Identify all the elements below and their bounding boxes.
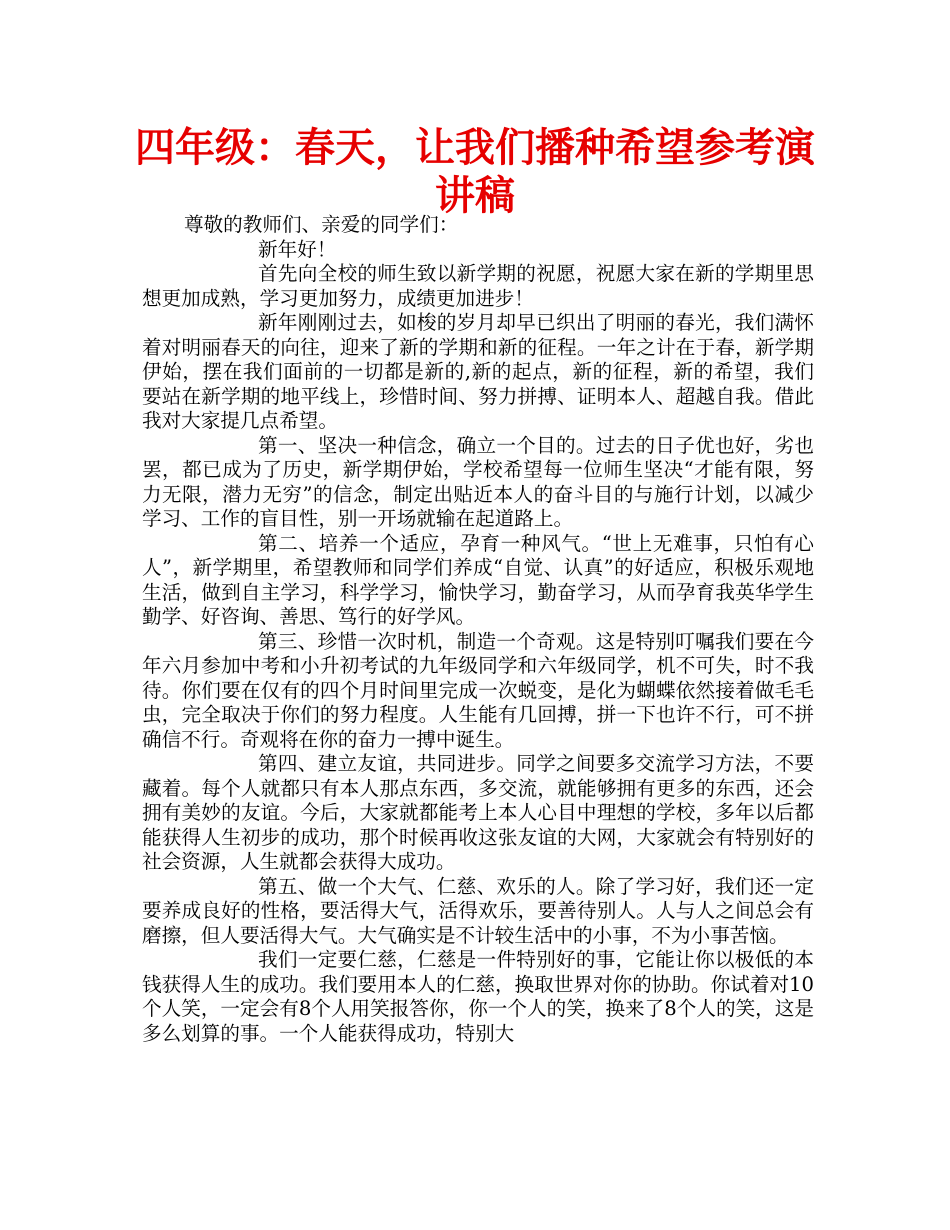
paragraph-new-year: 新年刚刚过去，如梭的岁月却早已织出了明丽的春光，我们满怀着对明丽春天的向往，迎来了新的学期和新的征程。一年之计在于春，新学期伊始，摆在我们面前的一切都是新的,新的起点，新的征程，新的希望，我们要站在新学期的地平线上，珍惜时间、努力拼搏、证明本人、超越自我。借此我对大家提几点希望。 xyxy=(142,311,814,432)
paragraph-fourth-point: 第四、建立友谊，共同进步。同学之间要多交流学习方法，不要藏着。每个人就都只有本人那点东西，多交流，就能够拥有更多的东西，还会拥有美妙的友谊。今后，大家就都能考上本人心目中理想的学校，多年以后都能获得人生初步的成功，那个时候再收这张友谊的大网，大家就会有特别好的社会资源，人生就都会获得大成功。 xyxy=(142,752,814,873)
paragraph-greeting: 新年好！ xyxy=(258,237,337,261)
document-title: 四年级：春天，让我们播种希望参考演讲稿 xyxy=(135,125,815,219)
paragraph-fifth-point: 第五、做一个大气、仁慈、欢乐的人。除了学习好，我们还一定要养成良好的性格，要活得大气，活得欢乐，要善待别人。人与人之间总会有磨擦，但人要活得大气。大气确实是不计较生活中的小事，不为小事苦恼。 xyxy=(142,874,814,947)
paragraph-wishes: 首先向全校的师生致以新学期的祝愿，祝愿大家在新的学期里思想更加成熟，学习更加努力，成绩更加进步！ xyxy=(142,262,814,310)
paragraph-first-point: 第一、坚决一种信念，确立一个目的。过去的日子优也好，劣也罢，都已成为了历史，新学期伊始，学校希望每一位师生坚决“才能有限，努力无限，潜力无穷”的信念，制定出贴近本人的奋斗目的与施行计划，以减少学习、工作的盲目性，别一开场就输在起道路上。 xyxy=(142,433,814,530)
paragraph-second-point: 第二、培养一个适应，孕育一种风气。“世上无难事，只怕有心人”，新学期里，希望教师和同学们养成“自觉、认真”的好适应，积极乐观地生活，做到自主学习，科学学习，愉快学习，勤奋学习，从而孕育我英华学生勤学、好咨询、善思、笃行的好学风。 xyxy=(142,531,814,628)
salutation: 尊敬的教师们、亲爱的同学们： xyxy=(184,213,459,236)
paragraph-kindness: 我们一定要仁慈，仁慈是一件特别好的事，它能让你以极低的本钱获得人生的成功。我们要用本人的仁慈，换取世界对你的协助。你试着对10个人笑，一定会有8个人用笑报答你，你一个人的笑，换来了8个人的笑，这是多么划算的事。一个人能获得成功，特别大 xyxy=(142,948,814,1045)
paragraph-third-point: 第三、珍惜一次时机，制造一个奇观。这是特别叮嘱我们要在今年六月参加中考和小升初考试的九年级同学和六年级同学，机不可失，时不我待。你们要在仅有的四个月时间里完成一次蜕变，是化为蝴蝶依然接着做毛毛虫，完全取决于你们的努力程度。人生能有几回搏，拼一下也许不行，可不拼确信不行。奇观将在你的奋力一搏中诞生。 xyxy=(142,629,814,751)
document-body xyxy=(142,213,814,1046)
